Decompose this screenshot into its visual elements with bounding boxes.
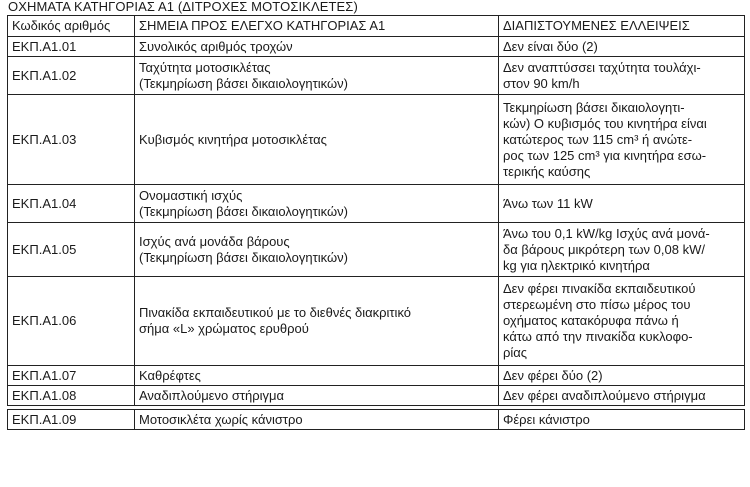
cell-deficiency [499,57,745,95]
cell-deficiency [499,223,745,277]
cell-deficiency [499,366,745,386]
cell-deficiency [499,386,745,406]
cell-check-point [135,410,499,430]
table-row [8,223,745,277]
cell-code: ΕΚΠ.Α1.04 [8,185,135,223]
table-header-row [8,16,745,37]
deficiency-line: Άνω του 0,1 kW/kg Ισχύς ανά μονά- [503,225,710,241]
cell-check-point [135,223,499,277]
cell-check-point [135,37,499,57]
check-point-line: Ταχύτητα μοτοσικλέτας [139,59,271,75]
deficiency-line: Φέρει κάνιστρο [503,411,590,427]
cell-deficiency [499,185,745,223]
check-point-line: σήμα «L» χρώματος ερυθρού [139,321,309,336]
table-row [8,277,745,366]
deficiency-line: kg για ηλεκτρικό κινητήρα [503,257,650,273]
deficiency-line: ρος των 125 cm³ για κινητήρα εσω- [503,147,707,163]
cell-code: ΕΚΠ.Α1.05 [8,223,135,277]
cell-check-point [135,277,499,366]
cell-code: ΕΚΠ.Α1.02 [8,57,135,95]
cell-code: ΕΚΠ.Α1.06 [8,277,135,366]
cell-deficiency [499,95,745,185]
table-row [8,37,745,57]
cell-code: ΕΚΠ.Α1.08 [8,386,135,406]
table-row [8,95,745,185]
header-code: Κωδικός αριθμός [8,16,135,37]
check-point-line: Αναδιπλούμενο στήριγμα [139,387,284,403]
deficiency-line: Άνω των 11 kW [503,195,593,211]
deficiency-line: κάτω από την πινακίδα κυκλοφο- [503,329,693,344]
deficiency-line: δα βάρους μικρότερη των 0,08 kW/ [503,241,705,257]
check-point-line: Ισχύς ανά μονάδα βάρους [139,233,290,249]
table-row [8,410,745,430]
cell-code: ΕΚΠ.Α1.03 [8,95,135,185]
check-point-line: (Τεκμηρίωση βάσει δικαιολογητικών) [139,75,348,91]
table-row [8,366,745,386]
check-point-line: (Τεκμηρίωση βάσει δικαιολογητικών) [139,249,348,265]
check-point-line: Συνολικός αριθμός τροχών [139,38,293,54]
check-point-line: Μοτοσικλέτα χωρίς κάνιστρο [139,411,303,427]
check-point-line: Πινακίδα εκπαιδευτικού με το διεθνές διακριτικό [139,305,412,320]
table-body [8,37,745,430]
deficiency-line: στον 90 km/h [503,75,580,91]
cell-deficiency [499,37,745,57]
deficiency-line: κών) Ο κυβισμός του κινητήρα είναι [503,115,707,131]
deficiency-line: οχήματος κατακόρυφα πάνω ή [503,313,679,328]
deficiency-line: στερεωμένη στο πίσω μέρος του [503,297,691,312]
check-point-line: Ονομαστική ισχύς [139,187,243,203]
deficiency-line: κατώτερος των 115 cm³ ή ανώτε- [503,131,693,147]
deficiency-line: Τεκμηρίωση βάσει δικαιολογητι- [503,99,685,115]
table-caption: ΟΧΗΜΑΤΑ ΚΑΤΗΓΟΡΙΑΣ Α1 (ΔΙΤΡΟΧΕΣ ΜΟΤΟΣΙΚΛΕΤΕΣ) [8,0,358,14]
check-point-line: (Τεκμηρίωση βάσει δικαιολογητικών) [139,203,348,219]
table-row [8,57,745,95]
cell-check-point [135,95,499,185]
cell-check-point [135,366,499,386]
deficiency-line: Δεν φέρει δύο (2) [503,367,603,383]
cell-check-point [135,57,499,95]
deficiency-line: ρίας [503,345,528,360]
cell-code: ΕΚΠ.Α1.07 [8,366,135,386]
check-point-line: Κυβισμός κινητήρα μοτοσικλέτας [139,131,327,147]
check-point-line: Καθρέφτες [139,367,201,383]
table-row [8,185,745,223]
cell-deficiency [499,277,745,366]
cell-check-point [135,386,499,406]
deficiency-line: Δεν φέρει πινακίδα εκπαιδευτικού [503,281,696,296]
table-row [8,386,745,406]
cell-deficiency [499,410,745,430]
cell-check-point [135,185,499,223]
cell-code: ΕΚΠ.Α1.09 [8,410,135,430]
header-check-point: ΣΗΜΕΙΑ ΠΡΟΣ ΕΛΕΓΧΟ ΚΑΤΗΓΟΡΙΑΣ Α1 [135,16,499,37]
deficiency-line: Δεν είναι δύο (2) [503,38,598,54]
cell-code: ΕΚΠ.Α1.01 [8,37,135,57]
header-deficiency: ΔΙΑΠΙΣΤΟΥΜΕΝΕΣ ΕΛΛΕΙΨΕΙΣ [499,16,745,37]
deficiency-line: Δεν αναπτύσσει ταχύτητα τουλάχι- [503,59,701,75]
inspection-table [7,15,745,430]
deficiency-line: Δεν φέρει αναδιπλούμενο στήριγμα [503,387,706,403]
deficiency-line: τερικής καύσης [503,163,591,179]
